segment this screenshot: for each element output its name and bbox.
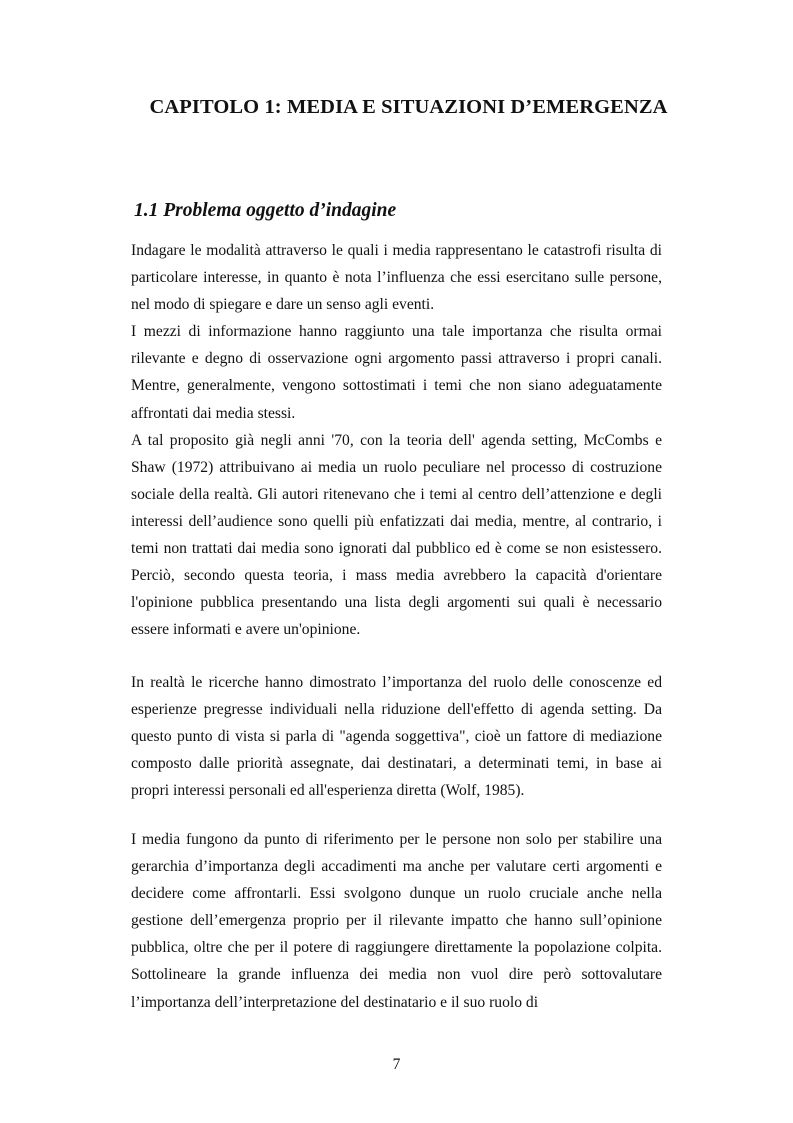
paragraph-3: A tal proposito già negli anni '70, con la teoria dell' agenda setting, McCombs e Shaw (1972) attribuivano ai media un ruolo peculiare nel processo di costruzione sociale della realtà. Gli autori ritenevano che i temi al centro dell’attenzione e degli interessi dell’audience sono quelli più enfatizzati dai media, mentre, al contrario, i temi non trattati dai media sono ignorati dal pubblico ed è come se non esistessero. Perciò, secondo questa teoria, i mass media avrebbero la capacità d'orientare l'opinione pubblica presentando una lista degli argomenti sui quali è necessario essere informati e avere un'opinione.: [131, 431, 662, 639]
section-title: 1.1 Problema oggetto d’indagine: [134, 200, 397, 221]
chapter-title: CAPITOLO 1: MEDIA E SITUAZIONI D’EMERGENZA: [149, 96, 668, 118]
body-text-block-3: [131, 826, 662, 1016]
body-text-block-2: [131, 669, 662, 804]
paragraph-2: I mezzi di informazione hanno raggiunto una tale importanza che risulta ormai rilevante e degno di osservazione ogni argomento passi attraverso i propri canali. Mentre, generalmente, vengono sottostimati i temi che non siano adeguatamente affrontati dai media stessi.: [131, 323, 662, 422]
page-number: 7: [392, 1056, 401, 1073]
paragraph-1: Indagare le modalità attraverso le quali i media rappresentano le catastrofi risulta di particolare interesse, in quanto è nota l’influenza che essi esercitano sulle persone, nel modo di spiegare e dare un senso agli eventi.: [131, 242, 662, 314]
body-text-block-1: [131, 237, 662, 643]
paragraph-4: In realtà le ricerche hanno dimostrato l’importanza del ruolo delle conoscenze ed esperienze pregresse individuali nella riduzione dell'effetto di agenda setting. Da questo punto di vista si parla di "agenda soggettiva", cioè un fattore di mediazione composto dalle priorità assegnate, dai destinatari, a determinati temi, in base ai propri interessi personali ed all'esperienza diretta (Wolf, 1985).: [131, 674, 662, 800]
paragraph-5: I media fungono da punto di riferimento per le persone non solo per stabilire una gerarchia d’importanza degli accadimenti ma anche per valutare certi argomenti e decidere come affrontarli. Essi svolgono dunque un ruolo cruciale anche nella gestione dell’emergenza proprio per il rilevante impatto che hanno sull’opinione pubblica, oltre che per il potere di raggiungere direttamente la popolazione colpita. Sottolineare la grande influenza dei media non vuol dire però sottovalutare l’importanza dell’interpretazione del destinatario e il suo ruolo di: [131, 831, 662, 1011]
